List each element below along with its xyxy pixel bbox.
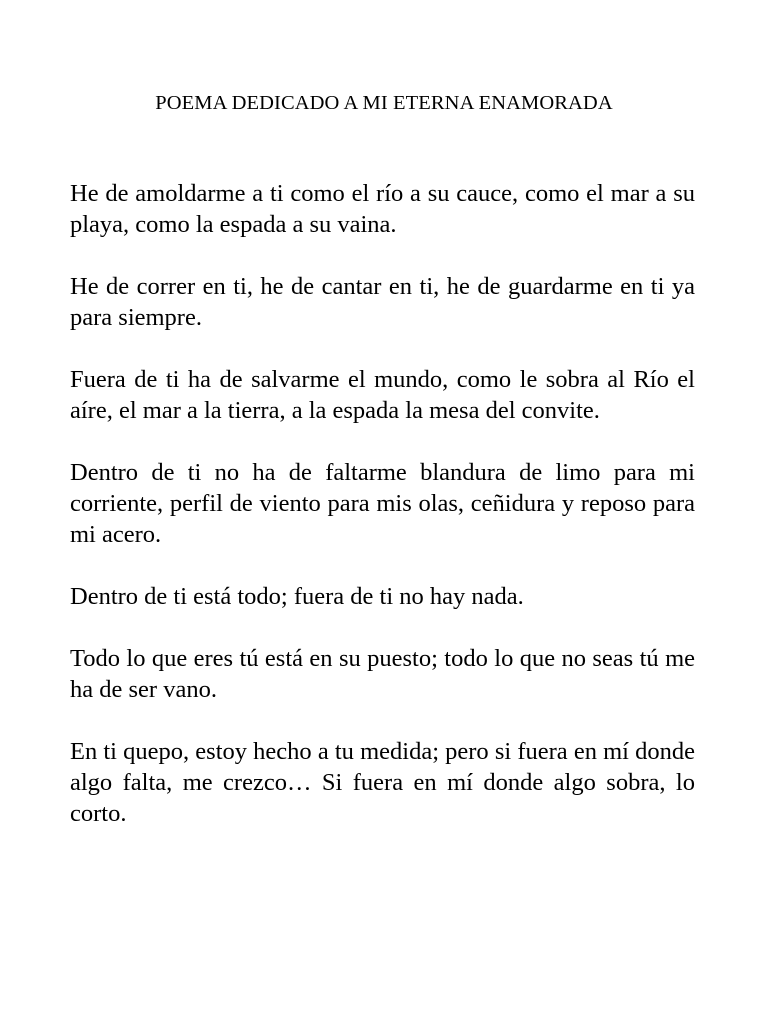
poem-paragraph-1: He de amoldarme a ti como el río a su cauce, como el mar a su playa, como la espada a su vaina. — [70, 180, 695, 238]
poem-paragraph-2: He de correr en ti, he de cantar en ti, he de guardarme en ti ya para siempre. — [70, 273, 695, 331]
poem-paragraph-3: Fuera de ti ha de salvarme el mundo, como le sobra al Río el aíre, el mar a la tierra, a la espada la mesa del convite. — [70, 366, 695, 424]
poem-paragraph-6: Todo lo que eres tú está en su puesto; todo lo que no seas tú me ha de ser vano. — [70, 645, 695, 703]
poem-paragraph-5: Dentro de ti está todo; fuera de ti no hay nada. — [70, 583, 524, 610]
poem-title: POEMA DEDICADO A MI ETERNA ENAMORADA — [155, 92, 613, 114]
poem-body — [70, 178, 695, 860]
poem-paragraph-4: Dentro de ti no ha de faltarme blandura de limo para mi corriente, perfil de viento para mis olas, ceñidura y reposo para mi acero. — [70, 459, 695, 548]
poem-paragraph-7: En ti quepo, estoy hecho a tu medida; pero si fuera en mí donde algo falta, me crezco… Si fuera en mí donde algo sobra, lo corto. — [70, 738, 695, 827]
